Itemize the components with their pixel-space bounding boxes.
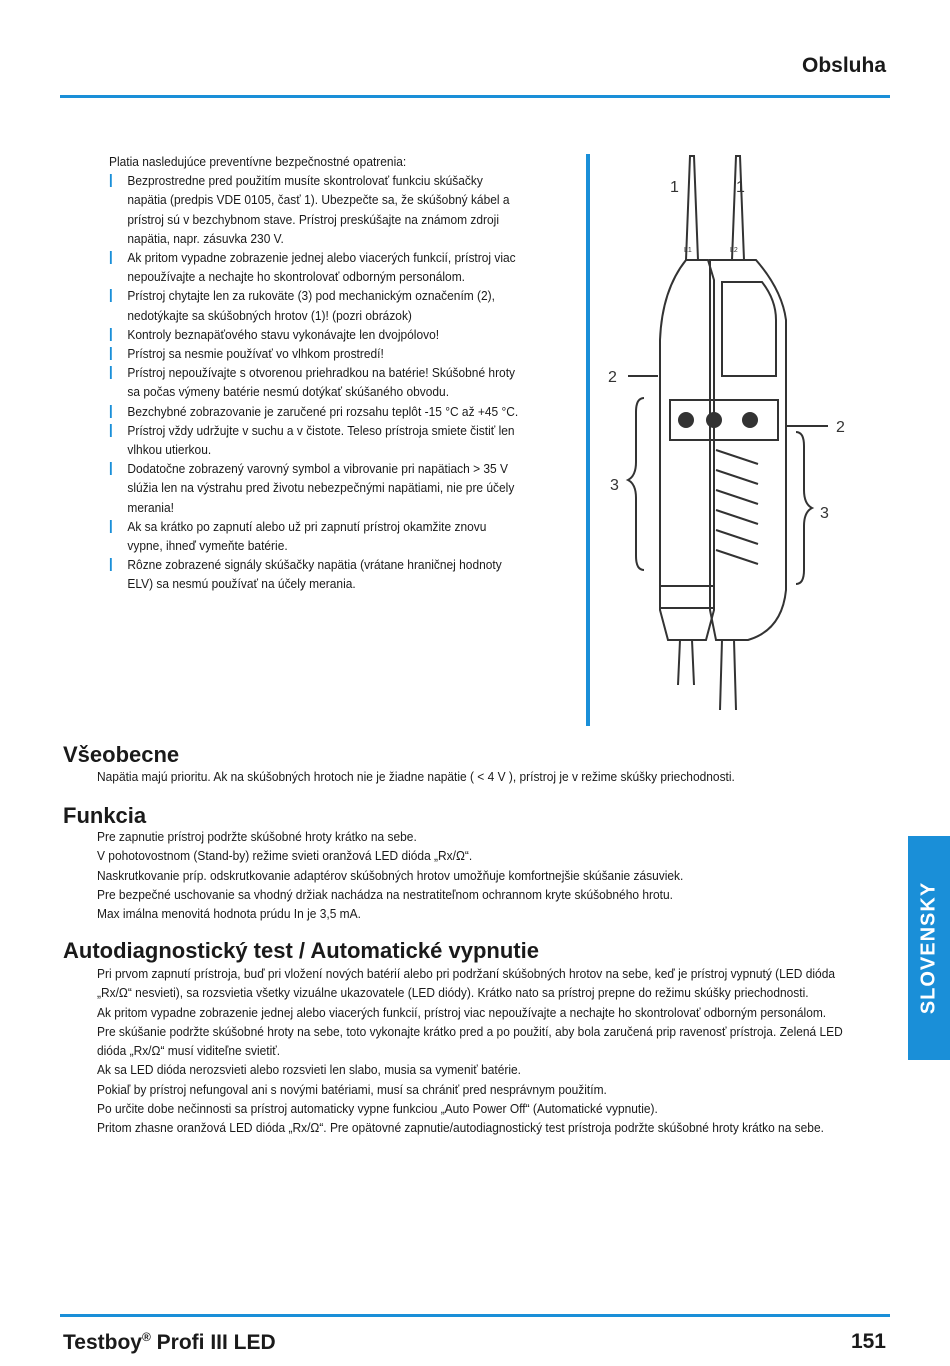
safety-item-text: Prístroj sa nesmie používať vo vlhkom prostredí! [127,346,384,362]
page-number: 151 [850,1330,886,1353]
bullet-bar [110,558,112,571]
footer-rule [60,1314,890,1317]
bullet-bar [110,174,112,187]
bullet-bar [110,366,112,379]
section-title-selftest: Autodiagnostický test / Automatické vypnutie [63,938,539,963]
section-line: Pre zapnutie prístroj podržte skúšobné hroty krátko na sebe. [97,829,417,844]
safety-item [109,517,523,555]
section-body-general [97,767,851,786]
registered-mark: ® [141,1330,151,1344]
model-name: Profi III LED [150,1331,276,1354]
label-1-left: 1 [670,179,679,196]
led-circle-3 [742,412,758,428]
label-3-right: 3 [820,505,829,522]
cable-right [720,640,736,710]
safety-intro [109,152,523,594]
safety-item [109,402,523,421]
section-line: Pre bezpečné uschovanie sa vhodný držiak nachádza na nestratiteľnom ochrannom kryte skúšobného hrotu. [97,886,673,902]
display-window [722,282,776,376]
led-circle-2 [706,412,722,428]
bracket-right [796,432,812,584]
voltage-tester-figure [598,150,860,722]
safety-item [109,363,523,401]
probe-tip-left [686,156,698,260]
safety-item-text: Prístroj nepoužívajte s otvorenou priehradkou na batérie! Skúšobné hroty sa počas výmeny batérie nesmú dotýkať skúšaného obvodu. [127,365,516,400]
safety-item [109,459,523,517]
bullet-bar [110,462,112,475]
safety-item-text: Dodatočne zobrazený varovný symbol a vibrovanie pri napätiach > 35 V slúžia len na výstrahu pred životu nebezpečnými napätiami, nie pre účely merania! [127,461,515,515]
safety-item [109,421,523,459]
figure-divider [586,154,590,726]
safety-lead: Platia nasledujúce preventívne bezpečnostné opatrenia: [109,154,407,169]
label-l1: L1 [684,247,692,254]
safety-item-text: Bezprostredne pred použitím musíte skontrolovať funkciu skúšačky napätia (predpis VDE 0105, časť 1). Ubezpečte sa, že skúšobný kábel a prístroj sú v bezchybnom stave. Prístroj preskúšajte na známom zdroji napätia, napr. zásuvka 230 V. [127,173,510,246]
safety-item [109,286,523,324]
safety-item-text: Ak sa krátko po zapnutí alebo už pri zapnutí prístroj okamžite znovu vypne, ihneď vymeňte batérie. [127,518,487,554]
safety-item [109,325,523,344]
section-line: Pri prvom zapnutí prístroja, buď pri vložení nových batérií alebo pri podržaní skúšobných hrotov na sebe, keď je prístroj vypnutý (LED dióda „Rx/Ω“ nesvieti), sa rozsvietia všetky vizuálne ukazovatele (LED diódy). Krátko nato sa prístroj prepne do režimu skúšky priechodnosti. [97,966,835,1001]
section-line: V pohotovostnom (Stand-by) režime svieti oranžová LED dióda „Rx/Ω“. [97,848,473,864]
bullet-bar [110,347,112,360]
section-line: Naskrutkovanie príp. odskrutkovanie adaptérov skúšobných hrotov umožňuje komfortnejšie skúšanie zásuviek. [97,867,684,883]
bullet-bar [110,424,112,437]
label-l2: L2 [730,247,738,254]
language-tab-label: SLOVENSKY [917,881,940,1015]
label-1-right: 1 [736,179,745,196]
probe-tip-right [732,156,744,260]
section-title-function: Funkcia [63,803,147,828]
section-line: Pre skúšanie podržte skúšobné hroty na sebe, toto vykonajte krátko pred a po použití, aby bola zaručená prip ravenosť prístroja. Zelená LED dióda „Rx/Ω“ musí viditeľne svietiť. [97,1023,843,1059]
section-body-selftest [97,964,851,1138]
language-tab [908,836,950,1060]
section-line: Ak pritom vypadne zobrazenie jednej alebo viacerých funkcií, prístroj viac nepoužívajte a nechajte ho skontrolovať odborným personálom. [97,1004,827,1020]
brand-name: Testboy [63,1331,142,1354]
bullet-bar [110,328,112,341]
section-line: Max imálna menovitá hodnota prúdu In je 3,5 mA. [97,906,361,922]
safety-item [109,344,523,363]
section-line: Ak sa LED dióda nerozsvieti alebo rozsvieti len slabo, musia sa vymeniť batérie. [97,1062,521,1078]
left-handle [660,260,714,640]
header-rule [60,95,890,98]
safety-item-text: Ak pritom vypadne zobrazenie jednej alebo viacerých funkcií, prístroj viac nepoužívajte a nechajte ho skontrolovať odborným personálom. [127,250,516,285]
bullet-bar [110,520,112,533]
safety-item-text: Prístroj chytajte len za rukoväte (3) pod mechanickým označením (2), nedotýkajte sa skúšobných hrotov (1)! (pozri obrázok) [127,288,495,323]
section-body-function [97,827,851,923]
cable-left [678,640,694,685]
led-circle-1 [678,412,694,428]
section-line: Napätia majú prioritu. Ak na skúšobných hrotoch nie je žiadne napätie ( < 4 V ), prístroj je v režime skúšky priechodnosti. [97,769,735,784]
label-2-right: 2 [836,419,845,436]
section-line: Pokiaľ by prístroj nefungoval ani s novými batériami, musí sa chrániť pred nesprávnym použitím. [97,1081,607,1097]
footer-brand [63,1330,276,1355]
bracket-left [628,398,644,570]
safety-item-text: Rôzne zobrazené signály skúšačky napätia (vrátane hraničnej hodnoty ELV) sa nesmú používať na účely merania. [127,557,502,592]
finger-guard [660,586,714,608]
safety-item [109,248,523,286]
safety-item-text: Prístroj vždy udržujte v suchu a v čistote. Teleso prístroja smiete čistiť len vlhkou utierkou. [127,422,515,458]
safety-item-text: Bezchybné zobrazovanie je zaručené pri rozsahu teplôt -15 °C až +45 °C. [127,403,519,419]
bullet-bar [110,405,112,418]
safety-item [109,171,523,248]
safety-list [109,171,523,593]
safety-item [109,555,523,593]
label-2-left: 2 [608,369,617,386]
section-line: Pritom zhasne oranžová LED dióda „Rx/Ω“. Pre opätovné zapnutie/autodiagnostický test prístroja podržte skúšobné hroty krátko na sebe. [97,1120,824,1136]
section-title-general: Všeobecne [63,742,180,767]
bullet-bar [110,251,112,264]
section-line: Po určite dobe nečinnosti sa prístroj automaticky vypne funkciou „Auto Power Off“ (Automatické vypnutie). [97,1101,658,1117]
grip-ribs [716,450,758,564]
safety-item-text: Kontroly beznapäťového stavu vykonávajte len dvojpólovo! [127,326,440,342]
bullet-bar [110,289,112,302]
page-header-title: Obsluha [801,54,886,77]
label-3-left: 3 [610,477,619,494]
